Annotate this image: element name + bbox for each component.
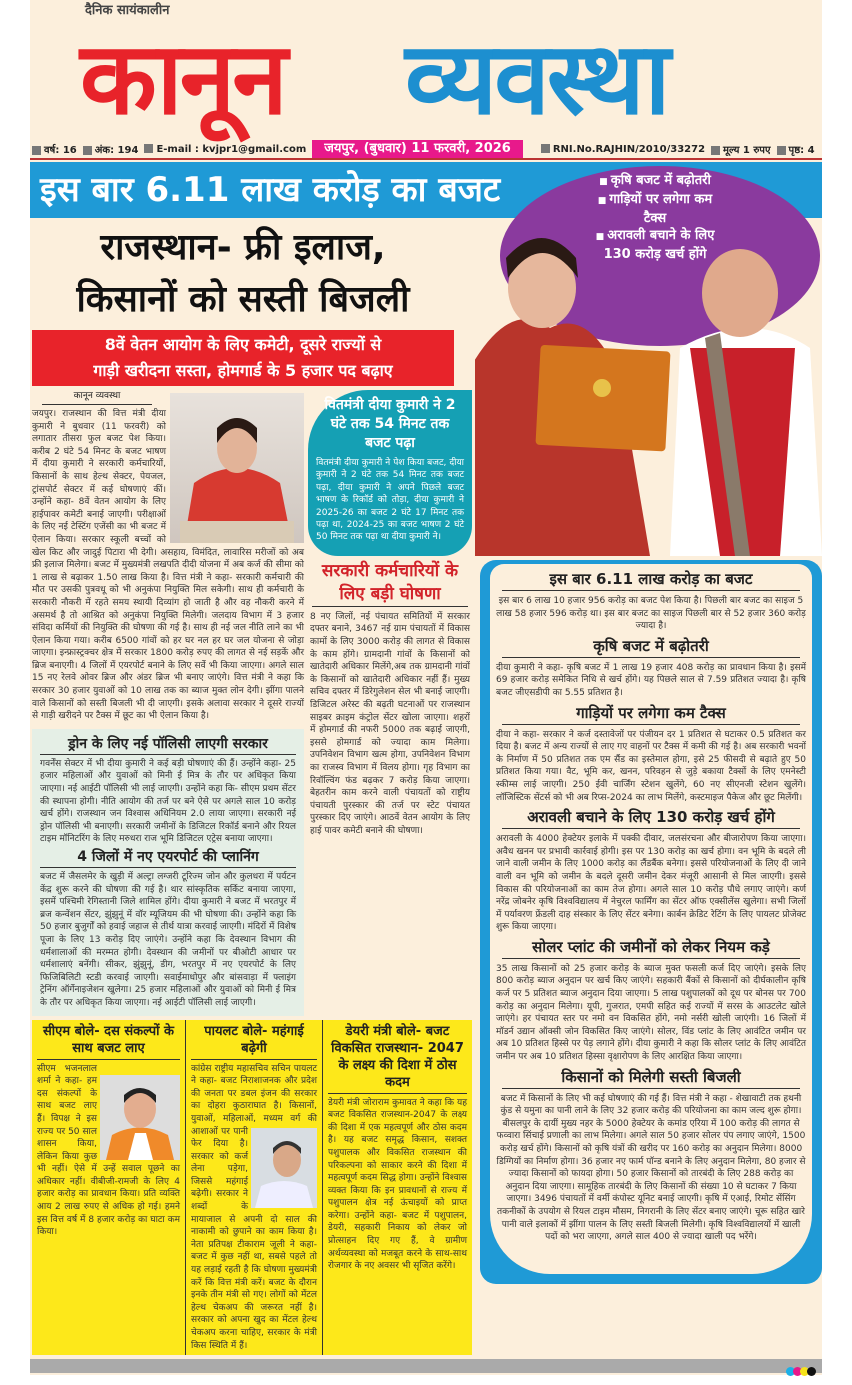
right-column: [480, 560, 822, 1284]
section-heading: सोलर प्लांट की जमीनों को लेकर नियम कड़े: [502, 937, 800, 959]
left-box: [32, 729, 304, 1016]
callout-title: वितमंत्री दीया कुमारी ने 2 घंटे तक 54 मिनट तक बजट पढ़ा: [324, 397, 456, 451]
bottom-bar: [30, 1359, 822, 1373]
pilot-text: कांग्रेस राष्ट्रीय महासचिव सचिन पायलट ने कहा- बजट निराशाजनक और प्रदेश की जनता पर डबल इंजन की सरकार का दोहरा कुठाराघात है। किसानों, युवाओं, महिलाओं, मध्यम वर्ग की आशाओं पर पानी फेर दिया है। सरकार को कर्ज लेना पड़ेगा, जिससे महंगाई बढ़ेगी। सरकार ने शब्दों के मायाजाल से अपनी दो साल की नाकामी को छुपाने का काम किया है। नेता प्रतिपक्ष टीकाराम जूली ने कहा- बजट में कुछ नहीं था, सबसे पहले तो यह लड़ाई रहती है कि घोषणा मुख्यमंत्री करें कि वित्त मंत्री करें। बजट के दौरान इनके तीन मंत्री सो गए। लोगों को मेंटल हेल्थ चेकअप की जरूरत नहीं है। सरकार को अपना खुद का मेंटल हेल्थ चेकअप करना चाहिए, सरकार के मंत्री किस स्थिति में हैं।: [191, 1063, 317, 1351]
budget-details-inner: [490, 564, 812, 1274]
date-box: जयपुर, (बुधवार) 11 फरवरी, 2026: [312, 140, 523, 158]
highlight-item: ■ अरावली बचाने के लिए 130 करोड़ खर्च होंगे: [585, 227, 725, 263]
divider: [30, 158, 822, 160]
side-column: [308, 390, 472, 838]
cm-text: सीएम भजनलाल शर्मा ने कहा- हम दस संकल्पों के साथ बजट लाए हैं। विपक्ष ने इस राज्य पर 50 साल शासन किया, लेकिन किया कुछ भी नहीं। ऐसे में उन्हें सवाल पूछने का अधिकार नहीं। वीबीजी-रामजी के लिए 4 हजार करोड़ का प्रावधान किया। प्रति व्यक्ति आय 2 लाख रुपए से अधिक हो गई। हमने इस वित्त वर्ष में 8 हजार करोड़ का घाटा कम किया।: [37, 1063, 180, 1238]
pilot-heading: पायलट बोले- महंगाई बढ़ेगी: [191, 1023, 317, 1060]
banner-line1: 8वें वेतन आयोग के लिए कमेटी, दूसरे राज्यों से: [104, 335, 382, 354]
section-text: दीया ने कहा- सरकार ने कर्ज दस्तावेजों पर पंजीयन दर 1 प्रतिशत से घटाकर 0.5 प्रतिशत कर दिया है। बजट में अन्य राज्यों से लाए गए वाहनों पर टैक्स में कमी की गई है। अब सरकारी भवनों के निर्माण में 50 प्रतिशत तक एम सैंड का इस्तेमाल होगा, इसे 25 फीसदी से बढ़ाते हुए 50 प्रतिशत किया गया। वैट, भूमि कर, खनन, परिवहन से जुड़े बकाया टैक्सों के लिए एमनेस्टी स्कीम्स लाई जाएगी। 250 ईवी चार्जिंग स्टेशन खुलेंगे, 60 नए सीएनजी स्टेशन खुलेंगे। लॉजिस्टिक सेंटर्स को भी अब रिप्स-2024 का लाभ मिलेंगे, कस्टमाइज पैकेज और छूट मिलेंगी।: [496, 729, 806, 803]
section-text: दीया कुमारी ने कहा- कृषि बजट में 1 लाख 19 हजार 408 करोड़ का प्रावधान किया है। इसमें 69 हजार करोड़ समेकित निधि से खर्च होंगे। यह पिछले साल से 7.59 प्रतिशत ज्यादा है। कृषि बजट जीएसडीपी का 5.55 प्रतिशत है।: [496, 662, 806, 698]
dairy-heading: डेयरी मंत्री बोले- बजट विकसित राजस्थान- 2047 के लक्ष्य की दिशा में ठोस कदम: [328, 1023, 467, 1094]
sub-headline-line2: किसानों को सस्ती बिजली: [76, 279, 410, 320]
employees-text: 8 नए जिलों, नई पंचायत समितियों में सरकार दफ्तर बनाने, 3467 नई ग्राम पंचायतों में विकास कामों के लिए 3000 करोड़ की लागत से विकास के काम होंगे। ग्रामदानी गांवों के किसानों को खातेदारी अधिकार मिलेंगे,अब तक ग्रामदानी गांवों के किसानों को खातेदारी अधिकार नहीं हैं। मुख्य सचिव दफ्तर में डिरेगुलेशन सेल भी बनाई जाएगी। डिजिटल अरेस्ट की बढ़ती घटनाओं पर राजस्थान साइबर क्राइम कंट्रोल सेंटर खोला जाएगा। शहरों में होमगार्ड की नफरी 5000 तक बढ़ाई जाएगी, इससे होमगार्ड को ज्यादा काम मिलेगा। उपनिवेशन विभाग खत्म होगा, उपनिवेशन विभाग का राजस्व विभाग में विलय होगा। गृह विभाग का रिवॉल्विंग फंड बढ़कर 7 करोड़ किया जाएगा। बेहतरीन काम करने वाली पंचायतों को राष्ट्रीय पंचायती पुरस्कार की तर्ज पर स्टेट पंचायत पुरस्कार दिए जाएंगे। आठवें वेतन आयोग के लिए हाई पावर कमेटी बनाने की घोषणा।: [310, 611, 470, 836]
newspaper-page: [30, 0, 822, 1375]
section-text: अरावली के 4000 हेक्टेयर इलाके में पक्की दीवार, जलसंरचना और बीजारोपण किया जाएगा। अवैध खनन पर प्रभावी कार्रवाई होगी। इस पर 130 करोड़ का खर्च होगा। वन भूमि के बदले ली जाने वाली जमीन के लिए 1000 करोड़ का लैंडबैंक बनेगा। इससे परियोजनाओं के लिए दी जाने वाली वन भूमि को जमीन के बदले दूसरी जमीन देकर मंजूरी आसानी से मिल जाएगी। इससे विकास की परियोजनाओं का काम तेज होगा। अगले साल 10 करोड़ पौधे लगाए जाएंगे। कर्ण नरेंद्र जोबनेर कृषि विश्वविद्यालय में नेचुरल फार्मिंग का सेंटर ऑफ एक्सीलेंस खुलेगा। सभी जिलों में पर्यावरण फ्रेंडली दाह संस्कार के लिए सेंटर बनेगा। कार्बन क्रेडिट रेटिंग के लिए पायलट प्रोजेक्ट शुरू किया जाएगा।: [496, 834, 806, 933]
highlights-list: [585, 172, 725, 263]
banner-line2: गाड़ी खरीदना सस्ता, होमगार्ड के 5 हजार पद बढ़ाए: [93, 361, 393, 380]
drone-text: गवर्नेंस सेक्टर में भी दीया कुमारी ने कई बड़ी घोषणाएं की हैं। उन्होंने कहा- 25 हजार महिलाओं और युवाओं को मिनी ई मित्र के तौर पर अधिकृत किया जाएगा। नई आईटी पॉलिसी भी लाई जाएगी। उन्होंने कहा कि- सीएम प्रथम सेंटर की स्थापना होगी। नीति आयोग की तर्ज पर बने ऐसे पर अगले साल 10 करोड़ खर्च होंगे। राजस्थान जन विश्वास अधिनियम 2.0 लाया जाएगा। सरकारी नई ड्रोन पॉलिसी भी बनाएगी। सरकारी जमीनों के डिजिटल रिकॉर्ड बनाने और रियल टाइम मॉनिटरिंग के लिए मरुधरा राज भूमि डिजिटल एट्रेस बनाया जाएगा।: [40, 758, 296, 845]
masthead-title-blue: व्यवस्था: [405, 20, 668, 137]
cm-photo: [100, 1075, 180, 1160]
main-story-text: जयपुर। राजस्थान की वित्त मंत्री दीया कुमारी ने बुधवार (11 फरवरी) को लगातार तीसरा फुल बजट पेश किया। करीब 2 घंटे 54 मिनट के बजट भाषण में दीया कुमारी ने सरकारी कर्मचारियों, किसानों के साथ हेल्थ सेक्टर, पेयजल, ट्रांसपोर्ट सेक्टर में कई घोषणाएं कीं। उन्होंने कहा- 8वें वेतन आयोग के लिए हाईपावर कमेटी बनाई जाएगी। परीक्षाओं के लिए नई टेस्टिंग एजेंसी का भी बजट में ऐलान किया। सरकार स्कूली बच्चों को खेल किट और जादुई पिटारा भी देगी। असहाय, विमंदित, लावारिस मरीजों को अब फ्री इलाज मिलेगा। बजट में मुख्यमंत्री लखपति दीदी योजना में अब कर्ज की सीमा को 1 लाख से बढ़ाकर 1.50 लाख किया है। वित्त मंत्री ने कहा- सरकारी कर्मचारी की मौत पर उसकी पुत्रवधू को भी अनुकंपा नियुक्ति मिल सकेगी। साथ ही कर्मचारी के सरकारी नौकरी में रहते समय स्थायी दिव्यांग हो जाती है और वह नौकरी करने में असमर्थ है तो आश्रित को अनुकंपा नियुक्ति मिलेगी। जलदाय विभाग में 3 हजार संविदा कर्मियों की नियुक्ति की घोषणा की गई है। साथ ही नई जल नीति लाने का भी ऐलान किया गया। करीब 6500 गांवों को हर घर नल हर घर जल योजना से जोड़ा जाएगा। इन्फ्रास्ट्रक्चर क्षेत्र में सरकार 1800 करोड़ रुपए की लागत से नई सड़कें और ब्रिज बनाएगी। 4 जिलों में एयरपोर्ट बनाने के लिए सर्वे भी किया जाएगा। अगले साल 15 नए रेलवे ओवर ब्रिज और अंडर ब्रिज भी बनाए जाएंगे। वित्त मंत्री ने कहा कि सरकार 30 हजार युवाओं को 10 लाख तक का ब्याज मुक्त लोन देगी। झींगा पालने वाले किसानों को सस्ती बिजली भी दी जाएगी। इसके अलावा सरकार ने दूसरे राज्यों से गाड़ी खरीदने पर टैक्स में छूट का भी ऐलान किया है।: [32, 409, 304, 722]
issue-label: अंक: 194: [83, 142, 139, 156]
red-banner: [32, 330, 454, 386]
section-text: इस बार 6 लाख 10 हजार 956 करोड़ का बजट पेश किया है। पिछली बार बजट का साइज 5 लाख 58 हजार 596 करोड़ था। इस बार बजट का साइज पिछली बार से 52 हजार 360 करोड़ ज्यादा है।: [496, 596, 806, 632]
story-row: [32, 390, 472, 1016]
info-bar: [30, 140, 822, 158]
finance-minister-photo: [170, 393, 304, 543]
pages-label: पृष्ठ: 4: [777, 142, 815, 156]
section-heading: इस बार 6.11 लाख करोड़ का बजट: [502, 569, 800, 591]
callout-text: वितमंत्री दीया कुमारी ने पेश किया बजट, दीया कुमारी ने 2 घंटे तक 54 मिनट तक बजट पढ़ा, दीया कुमारी ने अपने पिछले बजट भाषण के रिकॉर्ड को तोड़ा, दीया कुमारी ने 2025-26 का बजट 2 घंटे 17 मिनट तक पढ़ा था, 2024-25 का बजट भाषण 2 घंटे 50 मिनट तक पढ़ा था दीया कुमारी ने।: [316, 458, 464, 543]
section-heading: अरावली बचाने के लिए 130 करोड़ खर्च होंगे: [502, 807, 800, 829]
section-heading: किसानों को मिलेगी सस्ती बिजली: [502, 1067, 800, 1089]
reactions-row: [32, 1020, 472, 1356]
budget-photo: [475, 218, 822, 556]
lead-headline: इस बार 6.11 लाख करोड़ का बजट: [40, 170, 501, 210]
byline: कानून व्यवस्था: [42, 390, 152, 405]
airport-heading: 4 जिलों में नए एयरपोर्ट की प्लानिंग: [40, 848, 296, 868]
main-story-column: [32, 390, 304, 1016]
budget-details-box: [480, 560, 822, 1284]
price-label: मूल्य 1 रुपए: [711, 142, 770, 156]
teal-callout: [308, 390, 472, 556]
sub-headline-line1: राजस्थान- फ्री इलाज,: [100, 227, 386, 268]
section-heading: कृषि बजट में बढ़ोतरी: [502, 636, 800, 658]
color-registration-dots: [788, 1361, 816, 1380]
sub-headline: [32, 222, 454, 326]
dairy-text: डेयरी मंत्री जोराराम कुमावत ने कहा कि यह बजट विकसित राजस्थान-2047 के लक्ष्य की दिशा में एक महत्वपूर्ण और ठोस कदम है। यह बजट समृद्ध किसान, सशक्त पशुपालक और विकसित राजस्थान की परिकल्पना को साकार करने की दिशा में महत्वपूर्ण कदम सिद्ध होगा। उन्होंने विश्वास व्यक्त किया कि इन प्रावधानों से राज्य में पशुपालन क्षेत्र नई ऊंचाइयों को प्राप्त करेगा। उन्होंने कहा- बजट में पशुपालन, डेयरी, सहकारी निकाय को लेकर जो प्रोत्साहन दिए गए हैं, वे ग्रामीण अर्थव्यवस्था को मजबूत करने के साथ-साथ रोजगार के नए अवसर भी सृजित करेंगे।: [328, 1097, 467, 1272]
dairy-box: [322, 1020, 472, 1356]
airport-text: बजट में जैसलमेर के खुड़ी में अल्ट्रा लग्जरी टूरिज्म जोन और कुलधरा में पर्यटन केंद्र शुरू करने की घोषणा की गई है। थार सांस्कृतिक सर्किट बनाया जाएगा, इसमें पश्चिमी रेगिस्तानी जिले शामिल होंगे। दीया कुमारी ने बजट में भरतपुर में ब्रज कन्वेंशन सेंटर, झुंझुनूं में वॉर म्यूजियम की भी घोषणा की। उन्होंने कहा कि 50 हजार बुजुर्गों को हवाई जहाज से तीर्थ यात्रा करवाई जाएगी। मंदिरों में विशेष पूजा के लिए 13 करोड़ दिए जाएंगे। उन्होंने कहा कि देवस्थान विभाग की धर्मशालाओं की मरम्मत होगी। देवस्थान की जमीनों पर बीओटी आधार पर धर्मशालाएं बनेंगी। सीकर, झुंझुनूं, डीग, भरतपुर में नए एयरपोर्ट के लिए फिजिबिलिटी स्टडी करवाई जाएगी। सवाईमाधोपुर और बांसवाड़ा में फ्लाइंग ट्रेनिंग ऑर्गेनाइजेशन खुलेगा। 25 हजार महिलाओं और युवाओं को मिनी ई मित्र के तौर पर अधिकृत किया जाएगा। नई आईटी पॉलिसी लाई जाएगी।: [40, 872, 296, 1008]
section-text: 35 लाख किसानों को 25 हजार करोड़ के ब्याज मुक्त फसली कर्ज दिए जाएंगे। इसके लिए 800 करोड़ ब्याज अनुदान पर खर्च किए जाएंगे। सहकारी बैंकों से किसानों को दीर्घकालीन कृषि कर्ज पर 5 प्रतिशत ब्याज अनुदान दिया जाएगा। 5 लाख पशुपालकों को दूध पर बोनस पर 700 करोड़ का अनुदान मिलेगा। यूपी, गुजरात, एमपी सहित कई राज्यों में सरस के आउटलेट खोले जाएंगे। हर पंचायत स्तर पर नमो वन विकसित होंगे, नमो नर्सरी खोली जाएंगी। 16 जिलों में मॉडर्न उद्यान ऑक्सी जोन विकसित किए जाएंगे। सोलर, विंड प्लांट के लिए आवंटित जमीन पर अब 10 प्रतिशत हिस्से पर पेड़ लगाने होंगे। दीया कुमारी ने कहा कि सोलर प्लांट के लिए आवंटित जमीन पर अब 10 प्रतिशत हिस्सा वृक्षारोपण के लिए आरक्षित किया जाएगा।: [496, 963, 806, 1063]
masthead-tagline: दैनिक सायंकालीन: [85, 3, 170, 18]
highlight-item: ■ कृषि बजट में बढ़ोतरी: [585, 172, 725, 191]
cm-box: [32, 1020, 185, 1356]
rni-label: RNI.No.RAJHIN/2010/33272: [541, 144, 705, 155]
year-label: वर्ष: 16: [32, 142, 77, 156]
pilot-photo: [251, 1128, 317, 1208]
section-heading: गाड़ियों पर लगेगा कम टैक्स: [502, 703, 800, 725]
email-label: E-mail : kvjpr1@gmail.com: [144, 144, 306, 155]
masthead-title-red: कानून: [80, 20, 285, 137]
drone-heading: ड्रोन के लिए नई पॉलिसी लाएगी सरकार: [40, 735, 296, 755]
highlight-item: ■ गाड़ियों पर लगेगा कम टैक्स: [585, 191, 725, 227]
pilot-box: [185, 1020, 322, 1356]
cm-heading: सीएम बोले- दस संकल्पों के साथ बजट लाए: [37, 1023, 180, 1060]
section-text: बजट में किसानों के लिए भी कई घोषणाएं की गई हैं। वित्त मंत्री ने कहा - शेखावाटी तक हथनी कुंड से यमुना का पानी लाने के लिए 32 हजार करोड़ की परियोजना का काम जल्द शुरू होगा। बीसलपुर के दायीं मुख्य नहर के 5000 हेक्टेयर के कमांड एरिया में 100 करोड़ की लागत से फव्वारा सिंचाई प्रणाली का लाभ मिलेगा। अगले साल 50 हजार सोलर पंप लगाए जाएंगे, 1500 करोड़ खर्च होंगे। किसानों को कृषि यंत्रों की खरीद पर 160 करोड़ का अनुदान मिलेगा। 8000 डिग्गियों का निर्माण होगा। 36 हजार नए फार्म पॉन्ड बनाने के लिए अनुदान मिलेगा, 80 हजार से ज्यादा किसानों को फायदा होगा। 50 हजार किसानों को तारबंदी के लिए 288 करोड़ का अनुदान दिया जाएगा। सामूहिक तारबंदी के लिए किसानों की संख्या 10 से घटाकर 7 किया जाएगा। 3496 पंचायतों में वर्मी कंपोस्ट यूनिट बनाई जाएगी। कृषि में एआई, रिमोट सेंसिंग तकनीकों के उपयोग से रियल टाइम मौसम, निगरानी के लिए सेंटर बनाए जाएंगे। चूरू सहित खारे पानी वाले इलाकों में झींगा पालन के लिए सस्ती बिजली मिलेगी। कृषि विश्वविद्यालयों में खाली पदों को भरा जाएगा, अगले साल 400 से ज्यादा खाली पद भरेंगे।: [496, 1093, 806, 1243]
left-column: [32, 222, 472, 1355]
employees-heading: सरकारी कर्मचारियों के लिए बड़ी घोषणा: [312, 560, 468, 607]
